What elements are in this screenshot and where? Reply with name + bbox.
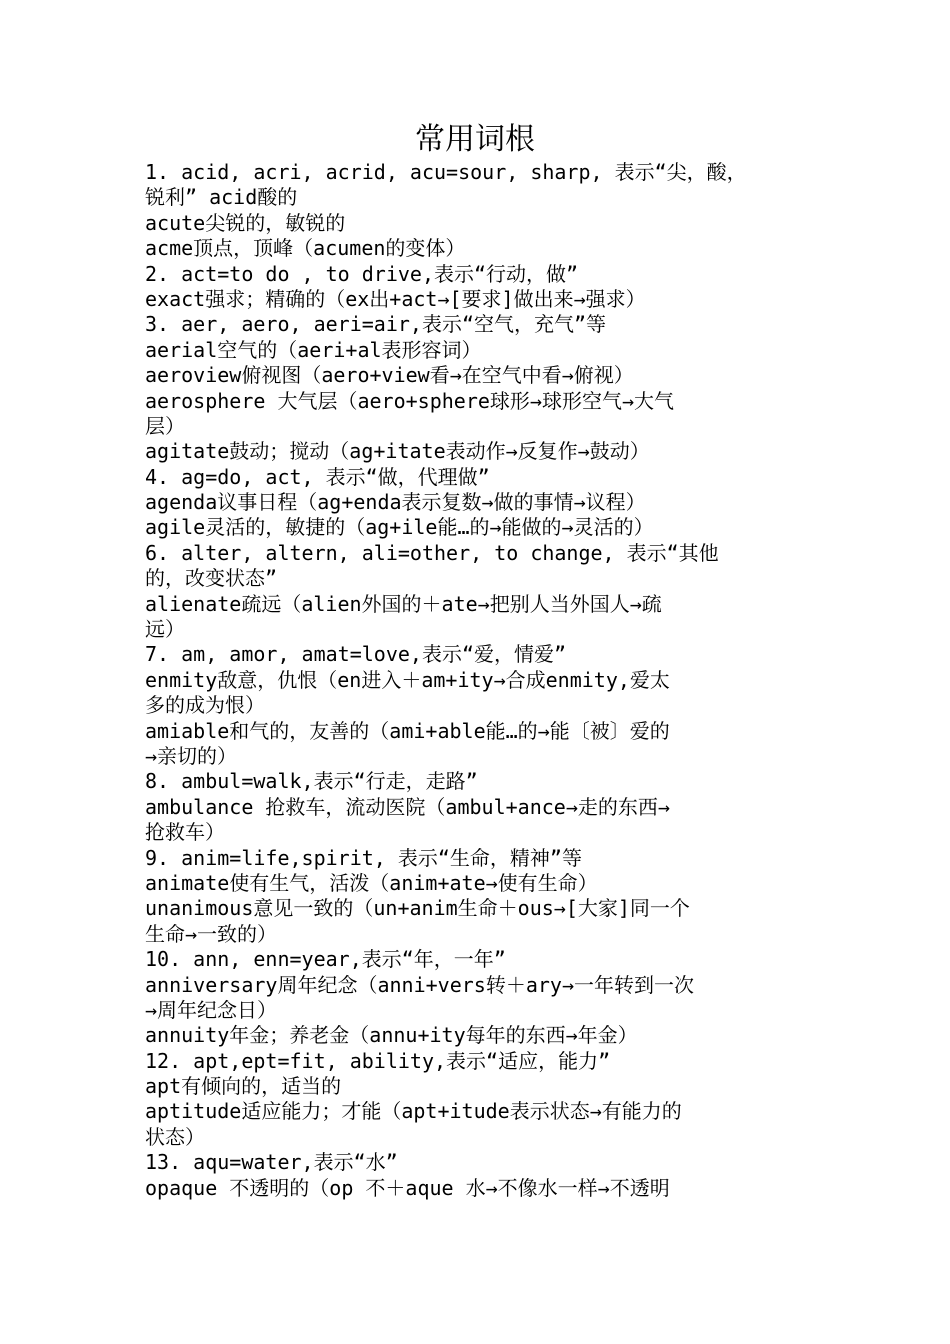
text-line: 3. aer, aero, aeri=air,表示“空气，充气”等 <box>145 312 607 337</box>
text-line: 7. am, amor, amat=love,表示“爱，情爱” <box>145 642 567 667</box>
text-line: 多的成为恨） <box>145 693 265 718</box>
document-body <box>145 160 810 1201</box>
text-line: 抢救车） <box>145 820 225 845</box>
text-line: amiable和气的，友善的（ami+able能…的→能〔被〕爱的 <box>145 718 670 743</box>
text-line: agenda议事日程（ag+enda表示复数→做的事情→议程） <box>145 490 646 515</box>
text-line: 4. ag=do, act, 表示“做，代理做” <box>145 464 490 489</box>
text-line: 12. apt,ept=fit, ability,表示“适应，能力” <box>145 1048 611 1073</box>
text-line: unanimous意见一致的（un+anim生命＋ous→[大家]同一个 <box>145 896 690 921</box>
text-line: alienate疏远（alien外国的＋ate→把别人当外国人→疏 <box>145 591 662 616</box>
text-line: 锐利” acid酸的 <box>145 185 298 210</box>
text-line: annuity年金；养老金（annu+ity每年的东西→年金） <box>145 1023 638 1048</box>
text-line: 6. alter, altern, ali=other, to change, 表示“其他 <box>145 540 719 565</box>
text-line: acme顶点，顶峰（acumen的变体） <box>145 236 466 261</box>
text-line: 8. ambul=walk,表示“行走，走路” <box>145 769 478 794</box>
text-line: 生命→一致的） <box>145 921 278 946</box>
text-line: opaque 不透明的（op 不＋aque 水→不像水一样→不透明 <box>145 1175 670 1200</box>
text-line: 13. aqu=water,表示“水” <box>145 1150 398 1175</box>
text-line: apt有倾向的，适当的 <box>145 1074 342 1099</box>
text-line: 层） <box>145 413 185 438</box>
text-line: agile灵活的，敏捷的（ag+ile能…的→能做的→灵活的） <box>145 515 654 540</box>
text-line: aeroview俯视图（aero+view看→在空气中看→俯视） <box>145 363 634 388</box>
text-line: aptitude适应能力；才能（apt+itude表示状态→有能力的 <box>145 1099 682 1124</box>
text-line: 1. acid, acri, acrid, acu=sour, sharp, 表示“尖，酸， <box>145 160 747 184</box>
text-line: 9. anim=life,spirit, 表示“生命，精神”等 <box>145 845 582 870</box>
page-title: 常用词根 <box>415 122 535 157</box>
text-line: 状态） <box>145 1124 205 1149</box>
text-line: →周年纪念日） <box>145 997 278 1022</box>
text-line: 2. act=to do , to drive,表示“行动，做” <box>145 261 579 286</box>
text-line: acute尖锐的，敏锐的 <box>145 210 346 235</box>
text-line: 的，改变状态” <box>145 566 278 591</box>
text-line: 远） <box>145 617 185 642</box>
text-line: enmity敌意，仇恨（en进入＋am+ity→合成enmity,爱太 <box>145 667 670 692</box>
text-line: aerosphere 大气层（aero+sphere球形→球形空气→大气 <box>145 388 674 413</box>
text-line: →亲切的） <box>145 743 238 768</box>
text-line: animate使有生气，活泼（anim+ate→使有生命） <box>145 870 598 895</box>
text-line: exact强求；精确的（ex出+act→[要求]做出来→强求） <box>145 286 646 311</box>
text-line: 10. ann, enn=year,表示“年，一年” <box>145 947 506 972</box>
text-line: anniversary周年纪念（anni+vers转＋ary→一年转到一次 <box>145 972 694 997</box>
text-line: agitate鼓动；搅动（ag+itate表动作→反复作→鼓动） <box>145 439 650 464</box>
text-line: aerial空气的（aeri+al表形容词） <box>145 337 482 362</box>
text-line: ambulance 抢救车，流动医院（ambul+ance→走的东西→ <box>145 794 670 819</box>
